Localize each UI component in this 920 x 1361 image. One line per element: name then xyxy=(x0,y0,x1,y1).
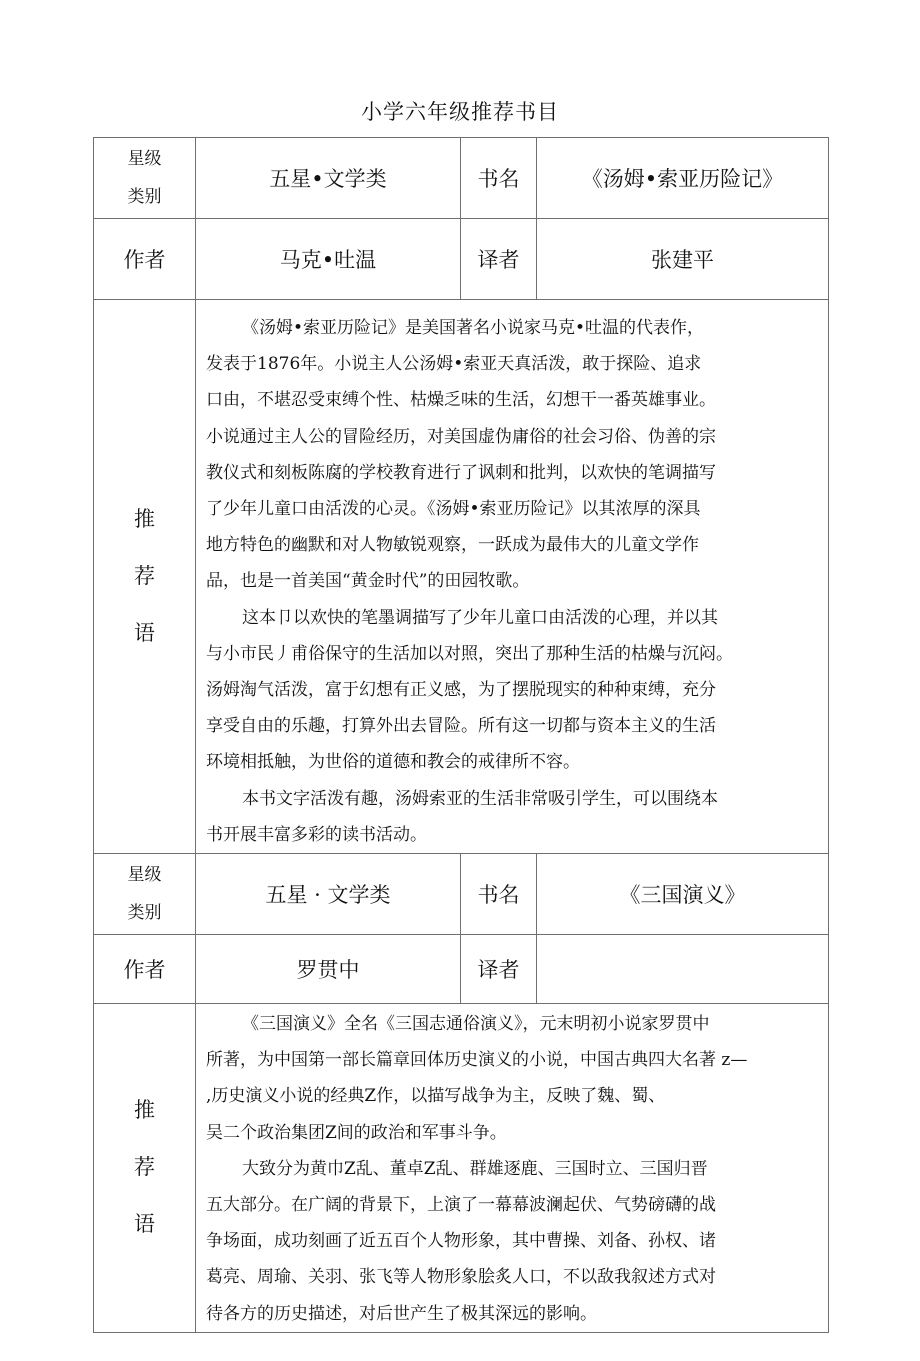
level-label-line-2: 类别 xyxy=(127,187,162,207)
recommend-line: 口由，不堪忍受束缚个性、枯燥乏味的生活，幻想干一番英雄事业。 xyxy=(206,390,716,411)
recommend-line: 享受自由的乐趣，打算外出去冒险。所有这一切都与资本主义的生活 xyxy=(206,716,716,737)
book-1-author-row xyxy=(94,219,829,300)
recommend-text xyxy=(196,300,829,854)
recommend-line: 所著，为中国第一部长篇章回体历史演义的小说，中国古典四大名著 z— xyxy=(206,1050,748,1071)
translator-label: 译者 xyxy=(461,935,537,1004)
level-label-line-2: 类别 xyxy=(127,903,162,924)
recommend-line: 书开展丰富多彩的读书活动。 xyxy=(206,824,427,845)
recommend-label-char: 荐 xyxy=(134,1155,155,1180)
page-title: 小学六年级推荐书目 xyxy=(361,100,559,124)
book-2-author-row xyxy=(94,935,829,1004)
level-value: 五星 · 文学类 xyxy=(196,854,461,935)
translator-value xyxy=(537,935,829,1004)
recommend-line: 本书文字活泼有趣，汤姆索亚的生活非常吸引学生，可以围绕本 xyxy=(242,788,718,809)
recommend-label-char: 推 xyxy=(134,1098,155,1123)
recommend-line: 待各方的历史描述，对后世产生了极其深远的影响。 xyxy=(206,1303,597,1324)
recommend-line: 地方特色的幽默和对人物敏锐观察，一跃成为最伟大的儿童文学作 xyxy=(206,535,699,556)
recommend-line: 了少年儿童口由活泼的心灵。《汤姆•索亚历险记》以其浓厚的深具 xyxy=(206,499,701,520)
translator-value: 张建平 xyxy=(537,219,829,300)
recommend-line: 发表于1876年。小说主人公汤姆•索亚天真活泼，敢于探险、追求 xyxy=(206,354,702,375)
recommend-line: ,历史演义小说的经典Z作，以描写战争为主，反映了魏、蜀、 xyxy=(206,1086,666,1107)
recommend-line: 争场面，成功刻画了近五百个人物形象，其中曹操、刘备、孙权、诸 xyxy=(206,1231,716,1252)
recommend-line: 品，也是一首美国“黄金时代”的田园牧歌。 xyxy=(206,571,530,592)
book-2-recommend-row xyxy=(94,1004,829,1333)
level-label-cell xyxy=(94,138,196,219)
level-label-line-1: 星级 xyxy=(127,865,162,886)
book-1-info-row xyxy=(94,138,829,219)
recommend-label xyxy=(94,300,196,854)
recommend-label-char: 语 xyxy=(134,1212,155,1237)
book-name-label: 书名 xyxy=(461,854,537,935)
recommend-line: 大致分为黄巾Z乱、董卓Z乱、群雄逐鹿、三国时立、三国归晋 xyxy=(242,1158,708,1179)
recommend-line: 葛亮、周瑜、关羽、张飞等人物形象脍炙人口，不以敌我叙述方式对 xyxy=(206,1267,716,1288)
author-value: 马克•吐温 xyxy=(196,219,461,300)
recommend-text xyxy=(196,1004,829,1333)
level-label-cell xyxy=(94,854,196,935)
recommend-label-char: 荐 xyxy=(134,564,155,589)
recommend-line: 小说通过主人公的冒险经历，对美国虚伪庸俗的社会习俗、伪善的宗 xyxy=(206,426,716,447)
recommend-line: 教仪式和刻板陈腐的学校教育进行了讽刺和批判，以欢快的笔调描写 xyxy=(206,462,716,483)
recommend-label-char: 语 xyxy=(134,621,155,646)
translator-label: 译者 xyxy=(461,219,537,300)
level-value: 五星•文学类 xyxy=(196,138,461,219)
recommend-line: 吴二个政治集团Z间的政治和军事斗争。 xyxy=(206,1122,507,1143)
recommend-line: 《三国演义》全名《三国志通俗演义》，元末明初小说家罗贯中 xyxy=(242,1014,710,1035)
author-label: 作者 xyxy=(94,935,196,1004)
recommend-line: 《汤姆•索亚历险记》是美国著名小说家马克•吐温的代表作， xyxy=(242,318,705,338)
author-label: 作者 xyxy=(94,219,196,300)
author-value: 罗贯中 xyxy=(196,935,461,1004)
level-label-line-1: 星级 xyxy=(127,149,162,169)
recommend-line: 汤姆淘气活泼，富于幻想有正义感，为了摆脱现实的种种束缚，充分 xyxy=(206,680,716,701)
book-name-value: 《三国演义》 xyxy=(537,854,829,935)
recommend-label xyxy=(94,1004,196,1333)
recommend-line: 这本卩以欢快的笔墨调描写了少年儿童口由活泼的心理，并以其 xyxy=(242,607,718,628)
book-table xyxy=(93,137,829,1333)
recommend-line: 五大部分。在广阔的背景下，上演了一幕幕波澜起伏、气势磅礴的战 xyxy=(206,1195,716,1216)
recommend-line: 环境相抵触，为世俗的道德和教会的戒律所不容。 xyxy=(206,752,580,773)
book-2-info-row xyxy=(94,854,829,935)
recommend-label-char: 推 xyxy=(134,507,155,532)
book-name-value: 《汤姆•索亚历险记》 xyxy=(537,138,829,219)
book-1-recommend-row xyxy=(94,300,829,854)
book-name-label: 书名 xyxy=(461,138,537,219)
recommend-line: 与小市民丿甫俗保守的生活加以对照，突出了那种生活的枯燥与沉闷。 xyxy=(206,643,733,664)
